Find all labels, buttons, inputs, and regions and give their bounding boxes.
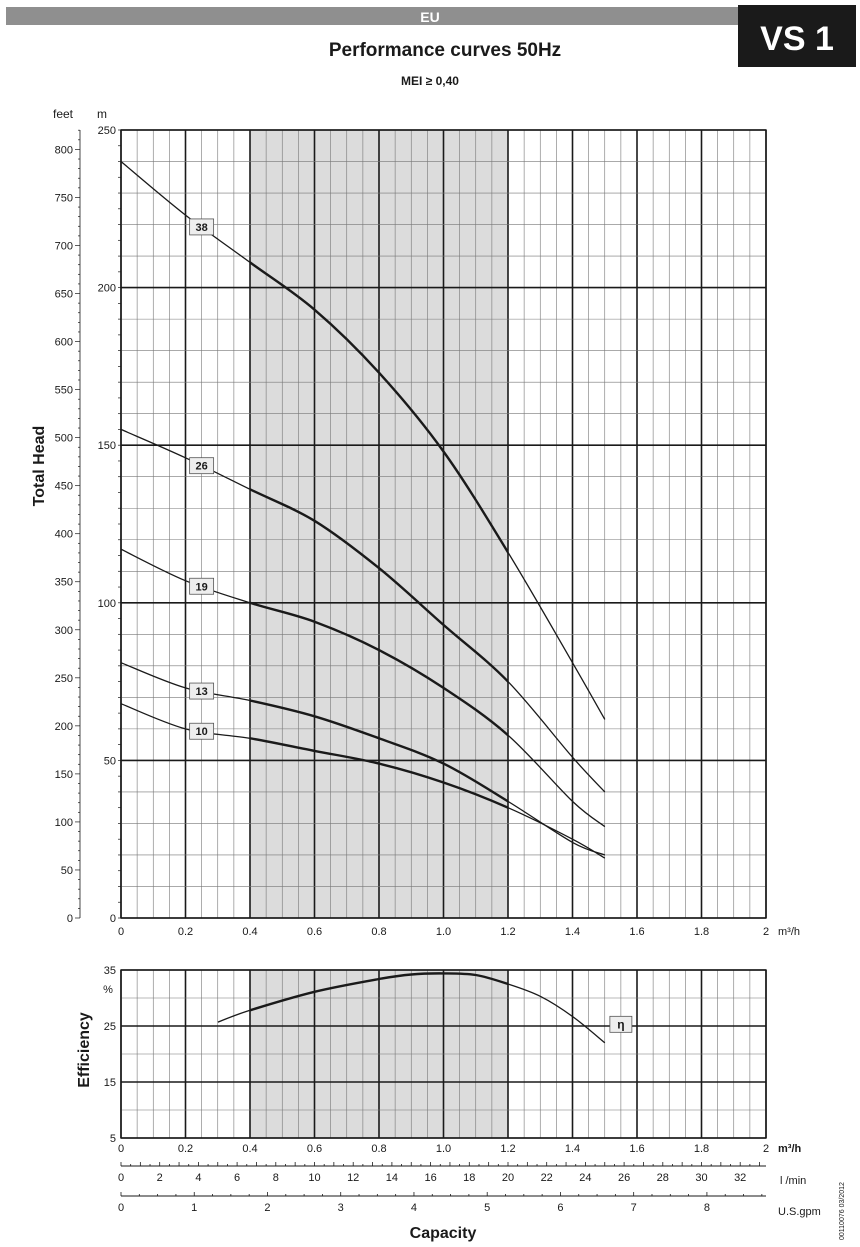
series-label: 10: [195, 726, 208, 739]
axis-tick-label: 2: [156, 1172, 163, 1184]
y-tick-label: 35: [103, 965, 116, 977]
axis-tick-label: 0: [117, 1172, 125, 1184]
x-tick-label: 1.0: [435, 926, 452, 938]
x-axis-ticks: [118, 926, 769, 938]
x-tick-label: 0.8: [371, 926, 387, 938]
axis-tick-label: 5: [484, 1202, 491, 1214]
axis-tick-label: 8: [272, 1172, 279, 1184]
x-tick-label: 0.8: [371, 1143, 387, 1155]
axis-tick-label: 3: [337, 1202, 344, 1214]
efficiency-plot: [104, 965, 769, 1155]
y-tick-label: 25: [103, 1021, 116, 1033]
grid: [121, 970, 766, 1138]
feet-tick-label: 450: [54, 480, 73, 493]
axis-tick-label: 30: [695, 1172, 708, 1184]
axis-tick-label: 6: [234, 1172, 241, 1184]
axis-tick-label: 2: [264, 1202, 271, 1214]
x-tick-label: 0.2: [177, 926, 194, 938]
axis-tick-label: 18: [463, 1172, 476, 1184]
x-tick-label: 0.2: [177, 1143, 194, 1155]
efficiency-series-label: η: [617, 1017, 625, 1032]
axis-tick-label: 26: [617, 1172, 631, 1184]
axis-tick-label: 8: [703, 1202, 710, 1214]
y-axis-title: Total Head: [31, 425, 48, 507]
axis-tick-label: 0: [117, 1202, 125, 1214]
axis-tick-label: 32: [734, 1172, 747, 1184]
feet-tick-label: 650: [54, 288, 73, 301]
m-unit-label: m: [97, 107, 107, 121]
axis-tick-label: 10: [308, 1172, 321, 1184]
x-axis-ticks: [118, 1143, 769, 1155]
grid: [121, 130, 766, 918]
feet-tick-label: 50: [60, 864, 73, 877]
axis-tick-label: 28: [656, 1172, 669, 1184]
x-tick-label: 0: [117, 1143, 125, 1155]
usgpm-axis: [118, 1192, 766, 1214]
x-tick-label: 1.2: [500, 1143, 516, 1155]
y-tick-label: 50: [103, 755, 116, 768]
x-tick-label: 1.8: [693, 926, 710, 938]
efficiency-x-unit-label: m³/h: [778, 1143, 802, 1155]
feet-tick-label: 150: [54, 768, 73, 781]
region-label: EU: [420, 9, 440, 25]
axis-tick-label: 14: [385, 1172, 399, 1184]
series-label: 13: [195, 686, 208, 699]
x-tick-label: 1.4: [564, 1143, 581, 1155]
x-unit-label: m³/h: [778, 926, 800, 938]
y-tick-label: 200: [97, 282, 116, 295]
x-tick-label: 2: [762, 926, 770, 938]
model-label: VS 1: [760, 20, 834, 58]
y-tick-label: 100: [97, 597, 116, 610]
axis-tick-label: 4: [410, 1202, 418, 1214]
axis-tick-label: 6: [557, 1202, 564, 1214]
x-tick-label: 0.4: [242, 1143, 258, 1155]
document-code: 00110076 03/2012: [839, 1182, 846, 1240]
y-tick-label: 250: [97, 125, 116, 137]
usgpm-unit-label: U.S.gpm: [778, 1206, 821, 1218]
feet-tick-label: 100: [54, 816, 73, 829]
feet-tick-label: 200: [54, 720, 73, 733]
series-label: 26: [195, 460, 208, 473]
x-tick-label: 1.8: [693, 1143, 710, 1155]
lmin-unit-label: l /min: [780, 1175, 807, 1187]
x-tick-label: 0.6: [306, 1143, 323, 1155]
feet-tick-label: 250: [54, 672, 73, 685]
series-label: 38: [195, 221, 208, 234]
feet-tick-label: 350: [54, 576, 73, 589]
series-label: 19: [195, 581, 208, 594]
efficiency-axis-title: Efficiency: [76, 1012, 93, 1088]
mei-label: MEI ≥ 0,40: [401, 74, 459, 88]
feet-tick-label: 700: [54, 240, 73, 253]
axis-tick-label: 24: [579, 1172, 592, 1184]
lmin-axis: [118, 1162, 766, 1184]
axis-tick-label: 7: [630, 1202, 637, 1214]
x-tick-label: 1.4: [564, 926, 581, 938]
feet-tick-label: 500: [54, 432, 73, 445]
feet-tick-label: 800: [54, 144, 73, 157]
feet-tick-label: 400: [54, 528, 73, 541]
feet-tick-label: 0: [66, 913, 73, 925]
axis-tick-label: 16: [424, 1172, 437, 1184]
region-banner: [6, 7, 786, 25]
feet-tick-label: 750: [54, 192, 73, 205]
feet-unit-label: feet: [52, 107, 74, 121]
x-tick-label: 0.6: [306, 926, 323, 938]
y-tick-label: 0: [109, 913, 116, 925]
y-tick-label: 5: [109, 1133, 116, 1145]
feet-tick-label: 550: [54, 384, 73, 397]
axis-tick-label: 20: [501, 1172, 515, 1184]
x-tick-label: 0.4: [242, 926, 258, 938]
x-tick-label: 2: [762, 1143, 770, 1155]
y-tick-label: 15: [103, 1077, 116, 1089]
axis-tick-label: 12: [347, 1172, 360, 1184]
y-tick-label: 150: [97, 440, 116, 453]
axis-tick-label: 1: [191, 1202, 198, 1214]
feet-axis: [55, 130, 121, 925]
feet-tick-label: 600: [54, 336, 73, 349]
capacity-title: Capacity: [409, 1225, 477, 1242]
chart-title: Performance curves 50Hz: [328, 40, 562, 61]
x-tick-label: 1.0: [435, 1143, 452, 1155]
efficiency-unit-label: %: [103, 984, 113, 996]
x-tick-label: 1.6: [629, 1143, 645, 1155]
x-tick-label: 1.6: [629, 926, 645, 938]
axis-tick-label: 22: [540, 1172, 553, 1184]
x-tick-label: 0: [117, 926, 125, 938]
axis-tick-label: 4: [195, 1172, 202, 1184]
head-plot: [98, 125, 769, 938]
feet-tick-label: 300: [54, 624, 73, 637]
x-tick-label: 1.2: [500, 926, 516, 938]
